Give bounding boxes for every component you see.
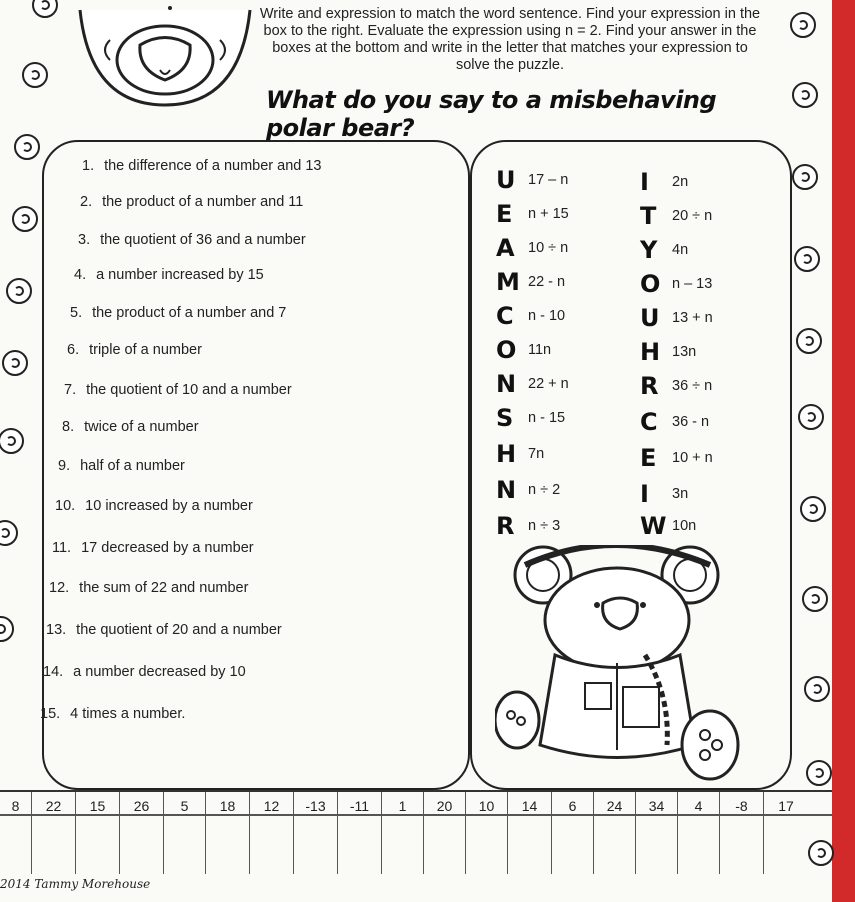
spiral-coil-icon: [0, 616, 14, 642]
left-spiral-binding: [0, 0, 32, 902]
code-item: A 10 ÷ n: [496, 234, 569, 262]
phrase-item: 7. the quotient of 10 and a number: [64, 382, 292, 398]
spiral-coil-icon: [794, 246, 820, 272]
phrase-item: 10. 10 increased by a number: [55, 498, 253, 514]
answer-cell[interactable]: -11: [338, 792, 382, 874]
spiral-coil-icon: [798, 404, 824, 430]
phrase-item: 5. the product of a number and 7: [70, 305, 287, 321]
code-item: W 10n: [640, 512, 697, 540]
spiral-coil-icon: [800, 496, 826, 522]
answer-cell[interactable]: 1: [382, 792, 424, 874]
answer-cell[interactable]: 15: [76, 792, 120, 874]
spiral-coil-icon: [802, 586, 828, 612]
answer-cell[interactable]: 10: [466, 792, 508, 874]
code-item: M 22 - n: [496, 268, 566, 296]
answer-cell[interactable]: 8: [0, 792, 32, 874]
copyright-text: 2014 Tammy Morehouse: [0, 877, 151, 891]
right-spiral-binding: [790, 0, 855, 902]
code-item: Y 4n: [640, 236, 689, 264]
phrase-item: 1. the difference of a number and 13: [82, 158, 322, 174]
code-item: R 36 ÷ n: [640, 372, 713, 400]
answer-cell[interactable]: 20: [424, 792, 466, 874]
spiral-coil-icon: [14, 134, 40, 160]
answer-cell[interactable]: 26: [120, 792, 164, 874]
phrase-item: 9. half of a number: [58, 458, 185, 474]
phrase-item: 12. the sum of 22 and number: [49, 580, 249, 596]
spiral-coil-icon: [808, 840, 834, 866]
spiral-coil-icon: [804, 676, 830, 702]
spiral-coil-icon: [32, 0, 58, 18]
code-item: U 13 + n: [640, 304, 713, 332]
answer-cell[interactable]: 17: [778, 798, 794, 814]
spiral-coil-icon: [12, 206, 38, 232]
answer-cell[interactable]: -13: [294, 792, 338, 874]
code-item: E 10 + n: [640, 444, 713, 472]
spiral-coil-icon: [790, 12, 816, 38]
answer-cell[interactable]: -8: [720, 792, 764, 874]
code-item: H 7n: [496, 440, 545, 468]
answer-cell[interactable]: 22: [32, 792, 76, 874]
code-item: On – 13: [640, 270, 713, 298]
polar-bear-head-illustration: [70, 0, 260, 110]
puzzle-title: What do you say to a misbehaving polar bear?: [266, 86, 717, 142]
code-item: U 17 – n: [496, 166, 569, 194]
code-item: C 36 - n: [640, 408, 710, 436]
answer-cell[interactable]: 34: [636, 792, 678, 874]
phrase-item: 4. a number increased by 15: [74, 267, 264, 283]
phrase-item: 6. triple of a number: [67, 342, 202, 358]
code-item: O 11n: [496, 336, 552, 364]
spiral-coil-icon: [0, 428, 24, 454]
phrase-item: 3. the quotient of 36 and a number: [78, 232, 306, 248]
answer-cell[interactable]: 4: [678, 792, 720, 874]
code-item: Cn - 10: [496, 302, 566, 330]
code-item: Rn ÷ 3: [496, 512, 561, 540]
answer-cell[interactable]: 24: [594, 792, 636, 874]
spiral-coil-icon: [792, 164, 818, 190]
instructions-text: Write and expression to match the word sentence. Find your expression in the box to the right. Evaluate the expression using n = 2. Find your answer in the boxes at the bottom and write in the letter that matches your expression to solve the puzzle.: [259, 6, 761, 73]
answer-cell[interactable]: 12: [250, 792, 294, 874]
spiral-coil-icon: [796, 328, 822, 354]
answer-grid: [0, 790, 832, 874]
answer-cell[interactable]: 5: [164, 792, 206, 874]
code-item: E n + 15: [496, 200, 569, 228]
phrase-item: 2. the product of a number and 11: [80, 194, 304, 210]
code-item: Nn ÷ 2: [496, 476, 561, 504]
phrase-item: 14. a number decreased by 10: [43, 664, 246, 680]
phrase-item: 11. 17 decreased by a number: [52, 540, 254, 556]
spiral-coil-icon: [792, 82, 818, 108]
code-item: S n - 15: [496, 404, 566, 432]
answer-cell[interactable]: 18: [206, 792, 250, 874]
phrase-item: 8. twice of a number: [62, 419, 199, 435]
answer-grid-divider: [0, 814, 832, 816]
phrase-item: 13. the quotient of 20 and a number: [46, 622, 282, 638]
phrase-item: 15. 4 times a number.: [40, 706, 186, 722]
spiral-coil-icon: [0, 520, 18, 546]
code-item: T 20 ÷ n: [640, 202, 713, 230]
polar-bear-jacket-illustration: [495, 545, 755, 790]
code-item: H 13n: [640, 338, 697, 366]
answer-cell[interactable]: 14: [508, 792, 552, 874]
spiral-coil-icon: [6, 278, 32, 304]
spiral-coil-icon: [806, 760, 832, 786]
spiral-coil-icon: [22, 62, 48, 88]
spiral-coil-icon: [2, 350, 28, 376]
answer-cell[interactable]: 6: [552, 792, 594, 874]
code-item: I 3n: [640, 480, 689, 508]
code-item: N 22 + n: [496, 370, 569, 398]
code-item: I 2n: [640, 168, 689, 196]
